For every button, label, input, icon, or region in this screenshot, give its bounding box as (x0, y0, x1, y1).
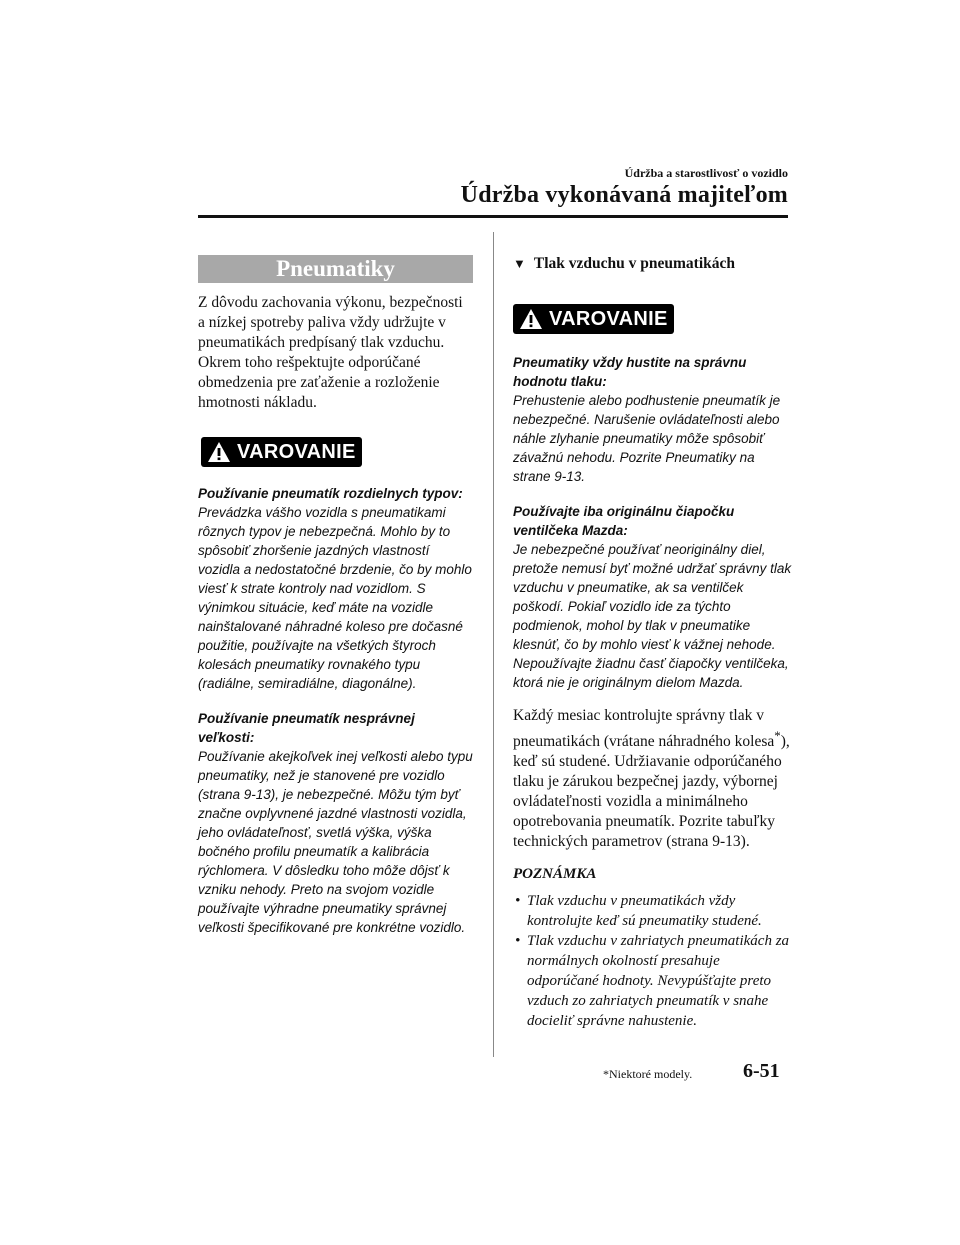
warning-item (198, 709, 473, 937)
warning-triangle-icon (519, 308, 543, 330)
warning-heading: Používanie pneumatík rozdielnych typov: (198, 486, 463, 501)
warning-text: Prevádzka vášho vozidla s pneumatikami rôznych typov je nebezpečná. Mohlo by to spôsobiť zhoršenie jazdných vlastností vozidla a nedostatočné brzdenie, čo by mohlo viesť k strate kontroly nad vozidlom. S výnimkou situácie, keď máte na vozidle nainštalované náhradné koleso pre dočasné použitie, používajte na všetkých štyroch kolesách pneumatiky rovnakého typu (radiálne, semiradiálne, diagonálne). (198, 505, 472, 691)
subsection-heading (513, 255, 793, 273)
warning-label: VAROVANIE (549, 307, 668, 330)
bullet-icon: • (515, 933, 521, 950)
chapter-header: Údržba a starostlivosť o vozidlo (624, 166, 788, 180)
asterisk-mark: * (774, 728, 781, 743)
body-text-part2: ), keď sú studené. Udržiavanie odporúčaného tlaku je zárukou bezpečnej jazdy, výbornej ovládateľnosti vozidla a minimálneho opotrebovania pneumatík. Pozrite tabuľky technických parametrov (strana 9-13). (513, 733, 790, 851)
body-text-part1: Každý mesiac kontrolujte správny tlak v pneumatikách (vrátane náhradného kolesa (513, 707, 775, 751)
warning-badge-wrap (201, 437, 473, 468)
note-label: POZNÁMKA (513, 866, 597, 883)
page-title: Údržba vykonávaná majiteľom (460, 182, 788, 208)
warning-heading: Používanie pneumatík nesprávnej veľkosti: (198, 711, 415, 745)
warning-item (198, 484, 473, 693)
warning-label: VAROVANIE (237, 440, 356, 463)
list-item (513, 931, 793, 1031)
triangle-down-icon: ▼ (513, 256, 526, 271)
bullet-icon: • (515, 893, 521, 910)
right-column (513, 255, 793, 1031)
footnote: *Niektoré modely. (603, 1067, 693, 1081)
left-column (198, 255, 473, 937)
note-text: Tlak vzduchu v zahriatych pneumatikách za normálnych okolností presahuje odporúčané hodnoty. Nevypúšťajte preto vzduch zo zahriatych pneumatík v snahe docieliť správne nahustenie. (527, 933, 790, 1030)
warning-text: Je nebezpečné používať neoriginálny diel, pretože nemusí byť možné udržať správny tlak vzduchu v pneumatike, ak sa ventilček poškodí. Pokiaľ vozidlo ide za týchto podmienok, mohol by tlak v pneumatike klesnúť, čo by mohlo viesť k vážnej nehode. Nepoužívajte žiadnu časť čiapočky ventilčeka, ktorá nie je originálnym dielom Mazda. (513, 542, 792, 690)
list-item (513, 891, 793, 931)
warning-text: Prehustenie alebo podhustenie pneumatík je nebezpečné. Narušenie ovládateľnosti alebo náhle zlyhanie pneumatiky môže spôsobiť závažnú nehodu. Pozrite Pneumatiky na strane 9-13. (513, 393, 781, 484)
intro-paragraph: Z dôvodu zachovania výkonu, bezpečnosti a nízkej spotreby paliva vždy udržujte v pneumatikách predpísaný tlak vzduchu. Okrem toho rešpektujte odporúčané obmedzenia pre zaťaženie a rozloženie hmotnosti nákladu. (198, 294, 463, 411)
warning-item (513, 353, 793, 486)
warning-item (513, 502, 793, 692)
section-title: Pneumatiky (198, 255, 473, 283)
subsection-title: Tlak vzduchu v pneumatikách (533, 255, 735, 272)
column-divider (493, 232, 494, 1057)
note-text: Tlak vzduchu v pneumatikách vždy kontrolujte keď sú pneumatiky studené. (527, 893, 762, 930)
note-list (513, 891, 793, 1031)
warning-text: Používanie akejkoľvek inej veľkosti alebo typu pneumatiky, než je stanovené pre vozidlo (strana 9-13), je nebezpečné. Môžu tým byť značne ovplyvnené jazdné vlastnosti vozidla, jeho ovládateľnosť, svetlá výška, výška bočného profilu pneumatík a kalibrácia rýchlomera. V dôsledku toho môže dôjsť k vzniku nehody. Preto na svojom vozidle používajte výhradne pneumatiky správnej veľkosti špecifikované pre konkrétne vozidlo. (198, 749, 473, 935)
warning-badge-wrap (513, 304, 793, 335)
warning-heading: Používajte iba originálnu čiapočku ventilčeka Mazda: (513, 504, 735, 538)
warning-badge (201, 437, 362, 467)
header-rule (198, 215, 788, 218)
page-number: 6-51 (743, 1060, 780, 1082)
body-paragraph (513, 706, 793, 852)
warning-heading: Pneumatiky vždy hustite na správnu hodnotu tlaku: (513, 355, 747, 389)
warning-triangle-icon (207, 441, 231, 463)
warning-badge (513, 304, 674, 334)
